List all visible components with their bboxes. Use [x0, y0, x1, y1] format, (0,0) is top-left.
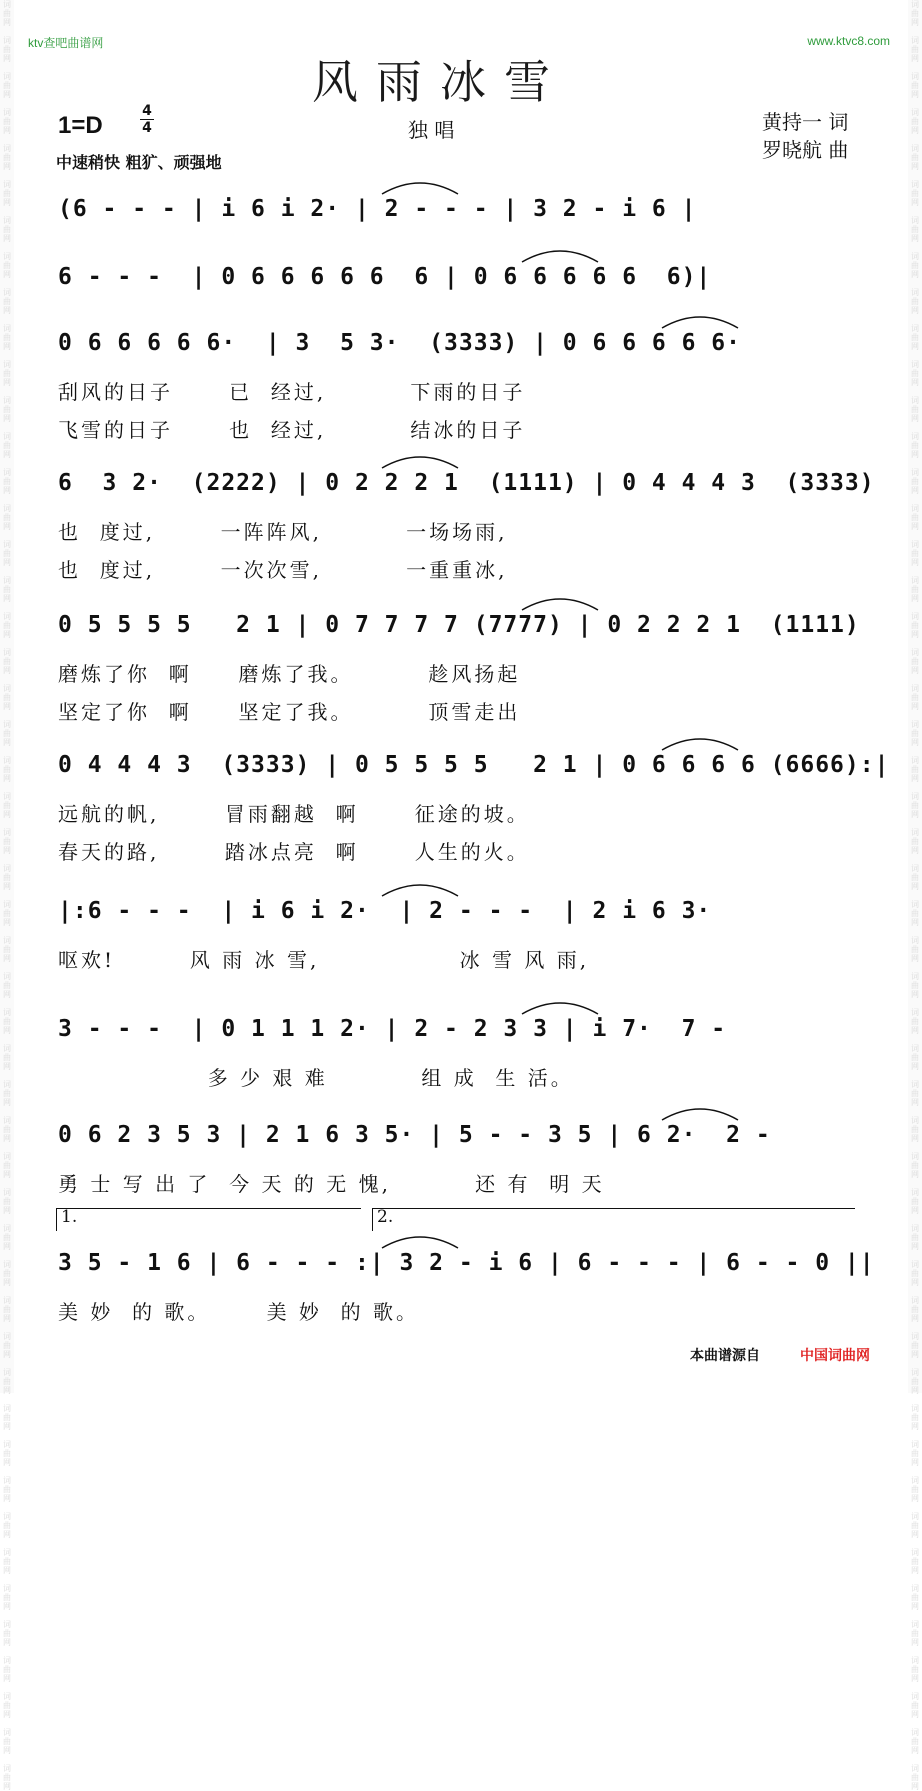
volta-label-2: 2.: [377, 1207, 394, 1227]
lyricist-credit: 黄持一 词: [762, 110, 849, 134]
notation-line: (6 - - - | i 6 i 2· | 2 - - - | 3 2 - i 6 |: [58, 196, 697, 222]
slur-arc: [380, 1230, 460, 1250]
meter-bottom: 4: [142, 120, 152, 136]
performance-type: 独 唱: [408, 118, 455, 142]
lyric-line: 飞雪的日子 也 经过, 结冰的日子: [58, 418, 526, 442]
tempo-marking: 中速稍快 粗犷、顽强地: [56, 153, 222, 172]
meter-top: 4: [142, 103, 152, 119]
composer-credit: 罗晓航 曲: [762, 138, 849, 162]
lyric-line: 也 度过, 一阵阵风, 一场场雨,: [58, 520, 508, 544]
lyric-line: 刮风的日子 已 经过, 下雨的日子: [58, 380, 526, 404]
key-signature: 1=D: [58, 112, 103, 139]
lyric-line: 勇 士 写 出 了 今 天 的 无 愧, 还 有 明 天: [58, 1172, 605, 1196]
notation-line: 0 6 6 6 6 6· | 3 5 3· (3333) | 0 6 6 6 6 6·: [58, 330, 741, 356]
notation-line: 0 4 4 4 3 (3333) | 0 5 5 5 5 2 1 | 0 6 6 6 6 (6666):|: [58, 752, 890, 778]
slur-arc: [520, 244, 600, 264]
volta-label-1: 1.: [61, 1207, 78, 1227]
lyric-line: 多 少 艰 难 组 成 生 活。: [58, 1066, 574, 1090]
notation-line: 6 3 2· (2222) | 0 2 2 2 1 (1111) | 0 4 4 4 3 (3333): [58, 470, 875, 496]
notation-line: 0 6 2 3 5 3 | 2 1 6 3 5· | 5 - - 3 5 | 6 2· 2 -: [58, 1122, 771, 1148]
lyric-line: 远航的帆, 冒雨翻越 啊 征途的坡。: [58, 802, 530, 826]
slur-arc: [660, 310, 740, 330]
slur-arc: [520, 996, 600, 1016]
source-site-link[interactable]: 中国词曲网: [800, 1348, 870, 1364]
notation-line: 3 5 - 1 6 | 6 - - - :| 3 2 - i 6 | 6 - - - | 6 - - 0 ||: [58, 1250, 875, 1276]
lyric-line: 也 度过, 一次次雪, 一重重冰,: [58, 558, 508, 582]
song-title: 风雨冰雪: [312, 55, 568, 109]
right-watermark-strip: 词 曲 网 词 曲 网 词 曲 网 词 曲 网 词 曲 网 词 曲 网 词 曲 网 词 曲 网 词 曲 网 词 曲 网 词 曲 网 词 曲 网 词 曲 网 词 曲 网 词 曲 网 词 曲 网 词 曲 网 词 曲 网 词 曲 网 词 曲 网 词 曲 网 词 曲 网 词 曲 网 词 曲 网 词 曲 网 词 曲 网 词 曲 网 词 曲 网 词 曲 网 词 曲 网 词 曲 网 词 曲 网 词 曲 网 词 曲 网 词 曲 网 词 曲 网 词 曲 网 词 曲 网 词 曲 网 词 曲 网 词 曲 网 词 曲 网 词 曲 网 词 曲 网 词 曲 网 词 曲 网 词 曲 网 词 曲 网 词 曲 网 词 曲 网: [908, 0, 922, 1393]
volta-second-ending: [372, 1208, 855, 1231]
site-watermark-right: www.ktvc8.com: [807, 34, 890, 48]
slur-arc: [380, 878, 460, 898]
slur-arc: [380, 450, 460, 470]
volta-first-ending: [56, 1208, 361, 1231]
lyric-line: 坚定了你 啊 坚定了我。 顶雪走出: [58, 700, 521, 724]
slur-arc: [660, 732, 740, 752]
notation-line: 3 - - - | 0 1 1 1 2· | 2 - 2 3 3 | i 7· 7 -: [58, 1016, 727, 1042]
lyric-line: 春天的路, 踏冰点亮 啊 人生的火。: [58, 840, 530, 864]
slur-arc: [660, 1102, 740, 1122]
site-watermark-left: ktv查吧曲谱网: [28, 36, 104, 50]
lyric-line: 呕欢! 风 雨 冰 雪, 冰 雪 风 雨,: [58, 948, 590, 972]
source-label: 本曲谱源自: [690, 1348, 760, 1364]
notation-line: |:6 - - - | i 6 i 2· | 2 - - - | 2 i 6 3·: [58, 898, 712, 924]
notation-line: 6 - - - | 0 6 6 6 6 6 6 | 0 6 6 6 6 6 6)|: [58, 264, 712, 290]
slur-arc: [520, 592, 600, 612]
left-watermark-strip: 词 曲 网 词 曲 网 词 曲 网 词 曲 网 词 曲 网 词 曲 网 词 曲 网 词 曲 网 词 曲 网 词 曲 网 词 曲 网 词 曲 网 词 曲 网 词 曲 网 词 曲 网 词 曲 网 词 曲 网 词 曲 网 词 曲 网 词 曲 网 词 曲 网 词 曲 网 词 曲 网 词 曲 网 词 曲 网 词 曲 网 词 曲 网 词 曲 网 词 曲 网 词 曲 网 词 曲 网 词 曲 网 词 曲 网 词 曲 网 词 曲 网 词 曲 网 词 曲 网 词 曲 网 词 曲 网 词 曲 网 词 曲 网 词 曲 网 词 曲 网 词 曲 网 词 曲 网 词 曲 网 词 曲 网 词 曲 网 词 曲 网 词 曲 网: [0, 0, 14, 1393]
lyric-line: 美 妙 的 歌。 美 妙 的 歌。: [58, 1300, 420, 1324]
notation-line: 0 5 5 5 5 2 1 | 0 7 7 7 7 (7777) | 0 2 2 2 1 (1111): [58, 612, 860, 638]
lyric-line: 磨炼了你 啊 磨炼了我。 趁风扬起: [58, 662, 521, 686]
time-signature: [140, 104, 154, 135]
slur-arc: [380, 176, 460, 196]
